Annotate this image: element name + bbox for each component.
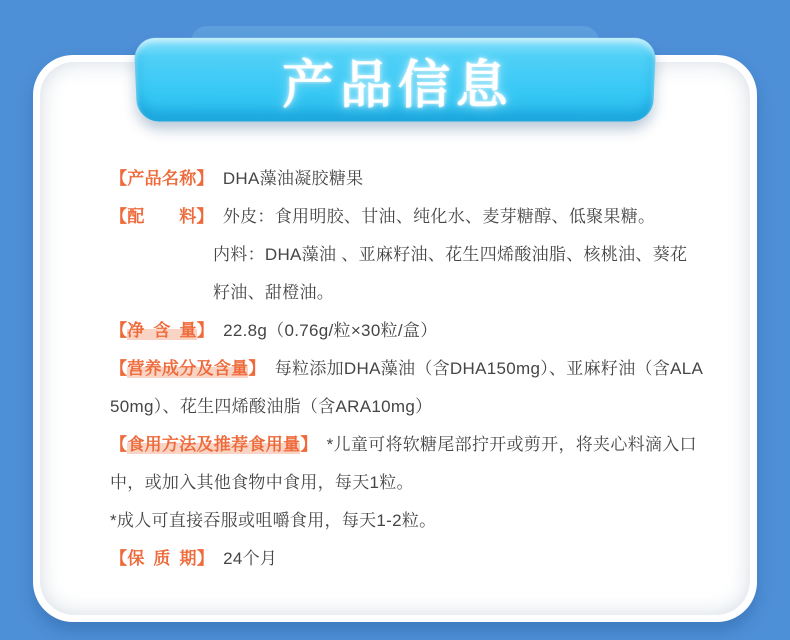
field-value: 外皮：食用明胶、甘油、纯化水、麦芽糖醇、低聚果糖。: [222, 207, 656, 226]
open-bracket: 【: [110, 359, 128, 378]
info-row-shelf-life: [110, 548, 700, 569]
info-row-net-content: [110, 320, 700, 341]
info-row-nutrition-cont: [110, 396, 700, 417]
field-label: [110, 435, 327, 454]
field-label: [110, 359, 275, 378]
info-row-nutrition: [110, 358, 704, 379]
info-row-product-name: [110, 168, 700, 189]
info-row-ingredients: [110, 206, 700, 227]
field-value: 内料：DHA藻油 、亚麻籽油、花生四烯酸油脂、核桃油、葵花: [213, 245, 688, 264]
info-row-usage-adult: [110, 510, 700, 531]
field-value: 中，或加入其他食物中食用，每天1粒。: [110, 473, 414, 492]
label-text: 保 质 期: [127, 549, 197, 568]
label-text: 食用方法及推荐食用量: [127, 435, 301, 454]
open-bracket: 【: [110, 435, 128, 454]
close-bracket: 】: [300, 435, 318, 454]
label-text: 配 料: [127, 207, 197, 226]
field-value: 50mg）、花生四烯酸油脂（含ARA10mg）: [110, 397, 433, 416]
field-label: [110, 321, 223, 340]
info-row-ingredients-cont: [110, 244, 700, 265]
open-bracket: 【: [110, 549, 128, 568]
title-banner: [134, 38, 657, 122]
field-value: *成人可直接吞服或咀嚼食用，每天1-2粒。: [110, 511, 437, 530]
close-bracket: 】: [248, 359, 266, 378]
close-bracket: 】: [196, 169, 214, 188]
label-text: 营养成分及含量: [127, 359, 249, 378]
field-value: DHA藻油凝胶糖果: [222, 169, 364, 188]
close-bracket: 】: [196, 549, 215, 568]
field-value: 22.8g（0.76g/粒×30粒/盒）: [223, 321, 438, 340]
close-bracket: 】: [196, 321, 215, 340]
open-bracket: 【: [110, 207, 128, 226]
card-inner-panel: [40, 62, 750, 615]
field-label: [110, 207, 223, 226]
field-value: 24个月: [223, 549, 278, 568]
open-bracket: 【: [110, 169, 128, 188]
page-title: 产品信息: [281, 56, 515, 115]
info-row-usage: [110, 434, 700, 455]
field-value: *儿童可将软糖尾部拧开或剪开，将夹心料滴入口: [326, 435, 697, 454]
product-info-content: [110, 168, 704, 586]
info-row-ingredients-cont: [110, 282, 700, 303]
field-label: [110, 169, 223, 188]
field-label: [110, 549, 223, 568]
info-row-usage-cont: [110, 472, 700, 493]
product-info-card: [33, 55, 757, 622]
open-bracket: 【: [110, 321, 128, 340]
close-bracket: 】: [196, 207, 214, 226]
field-value: 籽油、甜橙油。: [213, 283, 335, 302]
label-text: 净 含 量: [127, 321, 197, 340]
field-value: 每粒添加DHA藻油（含DHA150mg）、亚麻籽油（含ALA: [274, 359, 704, 378]
label-text: 产品名称: [127, 169, 197, 188]
